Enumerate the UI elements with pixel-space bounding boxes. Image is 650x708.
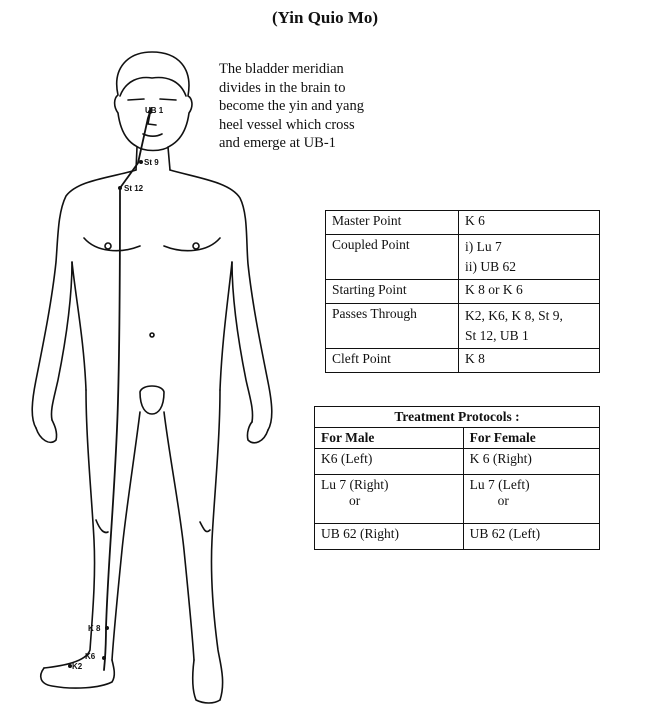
row-label: Cleft Point <box>326 349 459 373</box>
meridian-line <box>104 112 150 670</box>
female-cell-text: Lu 7 (Left) <box>469 477 530 492</box>
female-cell <box>463 475 599 524</box>
row-value-line: ii) UB 62 <box>465 259 517 274</box>
label-k2: K2 <box>72 662 83 671</box>
row-value <box>459 304 600 349</box>
knee-right <box>200 522 210 532</box>
hand-right <box>247 422 268 443</box>
row-value-line: i) Lu 7 <box>465 239 502 254</box>
page-title: (Yin Quio Mo) <box>271 8 379 27</box>
arm-right-inner <box>232 262 253 422</box>
row-label: Coupled Point <box>326 235 459 280</box>
label-ub1: UB 1 <box>145 106 164 115</box>
mouth <box>143 134 162 136</box>
row-value-line: K2, K6, K 8, St 9, <box>465 308 563 323</box>
label-k8: K 8 <box>88 624 101 633</box>
waist-right <box>220 262 232 390</box>
points-table <box>325 210 600 373</box>
treatment-table <box>314 406 600 550</box>
description-line: and emerge at UB-1 <box>219 135 336 151</box>
table-row <box>326 304 600 349</box>
description-line: divides in the brain to <box>219 79 346 96</box>
label-k6: K6 <box>85 652 96 661</box>
hairline <box>120 78 186 96</box>
female-header: For Female <box>463 428 599 449</box>
leg-right-inner <box>164 412 194 660</box>
or-text: or <box>497 493 509 508</box>
foot-right <box>193 660 220 703</box>
or-text: or <box>349 493 361 508</box>
description-line: become the yin and yang <box>219 98 364 114</box>
point-k8 <box>105 626 109 630</box>
female-cell: K 6 (Right) <box>463 449 599 475</box>
description-line: heel vessel which cross <box>219 116 355 133</box>
leg-right-outer <box>211 390 222 700</box>
table-row <box>315 475 600 524</box>
table-row <box>326 280 600 304</box>
row-value <box>459 235 600 280</box>
male-header: For Male <box>315 428 464 449</box>
table-row <box>315 524 600 550</box>
waist-left <box>72 262 86 390</box>
male-cell <box>315 475 464 524</box>
chest-line <box>84 238 220 251</box>
groin <box>140 386 164 414</box>
point-st9 <box>139 160 143 164</box>
table-row <box>315 449 600 475</box>
arm-left-inner <box>51 262 72 420</box>
row-label: Master Point <box>326 211 459 235</box>
hand-left <box>36 420 57 442</box>
description-line: The bladder meridian <box>219 61 344 77</box>
row-value: K 8 or K 6 <box>459 280 600 304</box>
male-cell-text: Lu 7 (Right) <box>321 477 389 492</box>
male-cell: K6 (Left) <box>315 449 464 475</box>
table-row <box>326 349 600 373</box>
brows <box>128 99 176 100</box>
label-st12: St 12 <box>124 184 144 193</box>
table-caption-row <box>315 407 600 428</box>
row-value: K 8 <box>459 349 600 373</box>
row-label: Starting Point <box>326 280 459 304</box>
label-st9: St 9 <box>144 158 159 167</box>
table-row <box>326 235 600 280</box>
treatment-caption: Treatment Protocols : <box>315 407 600 428</box>
leg-left-outer <box>44 390 95 668</box>
table-row <box>326 211 600 235</box>
female-cell: UB 62 (Left) <box>463 524 599 550</box>
male-cell: UB 62 (Right) <box>315 524 464 550</box>
row-value: K 6 <box>459 211 600 235</box>
point-k6 <box>102 656 106 660</box>
point-st12 <box>118 186 122 190</box>
torso-right <box>170 170 272 430</box>
knee-left <box>96 520 108 533</box>
table-header-row <box>315 428 600 449</box>
row-label: Passes Through <box>326 304 459 349</box>
row-value-line: St 12, UB 1 <box>465 328 529 343</box>
